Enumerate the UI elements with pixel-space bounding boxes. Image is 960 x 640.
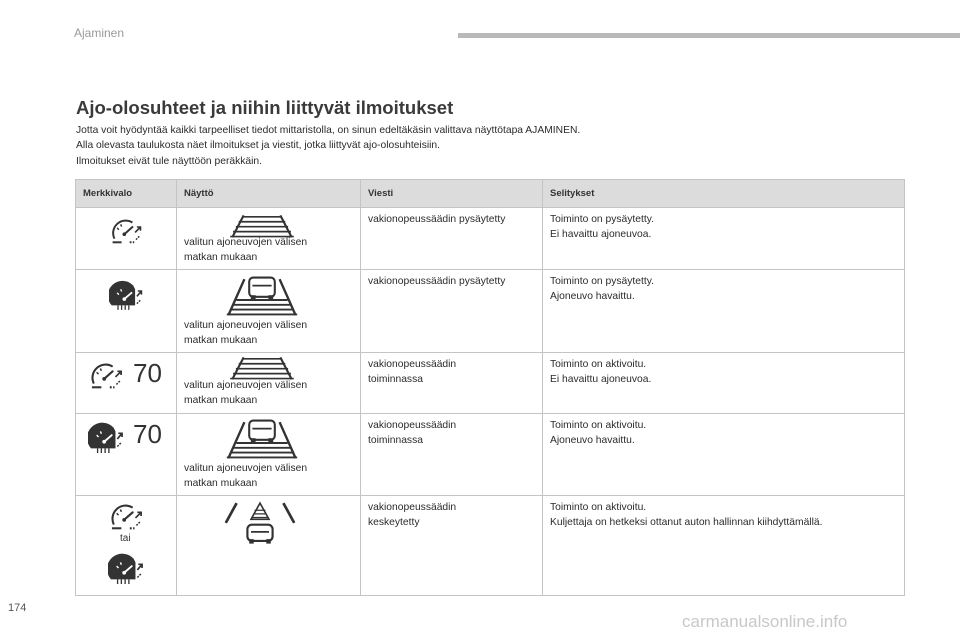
speedometer-outline-icon — [109, 216, 145, 247]
caption-line: matkan mukaan — [184, 395, 258, 406]
message-line: vakionopeussäädin — [368, 502, 457, 513]
message-cell — [361, 414, 543, 496]
intro-line: Jotta voit hyödyntää kaikki tarpeelliset tiedot mittaristolla, on sinun edeltäkäsin valittava näyttötapa AJAMINEN. — [76, 125, 581, 136]
explanation-cell — [543, 208, 905, 270]
table-row — [76, 208, 905, 270]
message-cell — [361, 496, 543, 596]
road-warning-vehicle-icon — [224, 499, 296, 545]
explanation-line: Toiminto on aktivoitu. — [550, 502, 647, 513]
page-title: Ajo-olosuhteet ja niihin liittyvät ilmoitukset — [76, 97, 454, 118]
message-line: vakionopeussäädin — [368, 420, 457, 431]
speedometer-filled-icon — [109, 280, 145, 311]
caption-line: matkan mukaan — [184, 335, 258, 346]
speedometer-filled-icon — [88, 422, 126, 454]
alerts-table — [75, 179, 905, 596]
set-speed-value: 70 — [133, 419, 162, 449]
page-number: 174 — [8, 602, 27, 614]
explanation-cell — [543, 414, 905, 496]
table-row — [76, 270, 905, 353]
display-cell — [177, 496, 361, 596]
message-cell — [361, 208, 543, 270]
display-cell — [177, 208, 361, 270]
or-label: tai — [120, 533, 131, 544]
indicator-cell — [76, 353, 177, 414]
indicator-cell — [76, 208, 177, 270]
speedometer-filled-icon — [108, 553, 146, 585]
indicator-cell — [76, 414, 177, 496]
intro-line: Ilmoitukset eivät tule näyttöön peräkkäin. — [76, 155, 263, 167]
message-line: keskeytetty — [368, 517, 420, 528]
set-speed-value: 70 — [133, 358, 162, 388]
table-row — [76, 496, 905, 596]
explanation-cell — [543, 496, 905, 596]
explanation-cell — [543, 353, 905, 414]
display-cell — [177, 270, 361, 353]
message-line: vakionopeussäädin pysäytetty — [368, 276, 506, 287]
intro-text — [76, 123, 580, 169]
caption-line: valitun ajoneuvojen välisen — [184, 380, 308, 391]
display-caption — [184, 378, 307, 408]
table-header-row — [76, 180, 905, 208]
explanation-line: Toiminto on aktivoitu. — [550, 420, 647, 431]
display-caption — [184, 318, 307, 348]
caption-line: matkan mukaan — [184, 478, 258, 489]
explanation-line: Ei havaittu ajoneuvoa. — [550, 229, 652, 240]
watermark-text: carmanualsonline.info — [682, 612, 848, 631]
section-header-bar — [458, 33, 960, 38]
message-cell — [361, 270, 543, 353]
caption-line: matkan mukaan — [184, 252, 258, 263]
speedometer-outline-icon — [88, 360, 126, 392]
message-cell — [361, 353, 543, 414]
column-header-indicator: Merkkivalo — [76, 180, 177, 208]
intro-line: Alla olevasta taulukosta näet ilmoitukset ja viestit, jotka liittyvät ajo-olosuhteisiin. — [76, 140, 441, 152]
caption-line: valitun ajoneuvojen välisen — [184, 237, 308, 248]
column-header-explanation: Selitykset — [543, 180, 905, 208]
explanation-line: Toiminto on pysäytetty. — [550, 214, 654, 225]
road-lane-lines-icon — [225, 356, 299, 380]
column-header-message: Viesti — [361, 180, 543, 208]
explanation-line: Ajoneuvo havaittu. — [550, 291, 635, 302]
display-caption — [184, 461, 307, 491]
message-line: vakionopeussäädin pysäytetty — [368, 214, 506, 225]
speedometer-outline-icon — [108, 501, 146, 533]
explanation-line: Ei havaittu ajoneuvoa. — [550, 374, 652, 385]
message-line: toiminnassa — [368, 435, 423, 446]
table-row — [76, 353, 905, 414]
message-line: toiminnassa — [368, 374, 423, 385]
explanation-line: Kuljettaja on hetkeksi ottanut auton hallinnan kiihdyttämällä. — [550, 517, 823, 528]
section-header-title: Ajaminen — [74, 26, 125, 40]
indicator-cell — [76, 496, 177, 596]
column-header-display: Näyttö — [177, 180, 361, 208]
explanation-line: Toiminto on pysäytetty. — [550, 276, 654, 287]
caption-line: valitun ajoneuvojen välisen — [184, 320, 308, 331]
display-caption — [184, 235, 307, 265]
table-row — [76, 414, 905, 496]
display-cell — [177, 414, 361, 496]
display-cell — [177, 353, 361, 414]
explanation-line: Toiminto on aktivoitu. — [550, 359, 647, 370]
indicator-cell — [76, 270, 177, 353]
caption-line: valitun ajoneuvojen välisen — [184, 463, 308, 474]
road-with-vehicle-icon — [225, 276, 299, 316]
message-line: vakionopeussäädin — [368, 359, 457, 370]
road-with-vehicle-icon — [225, 419, 299, 459]
explanation-line: Ajoneuvo havaittu. — [550, 435, 635, 446]
explanation-cell — [543, 270, 905, 353]
